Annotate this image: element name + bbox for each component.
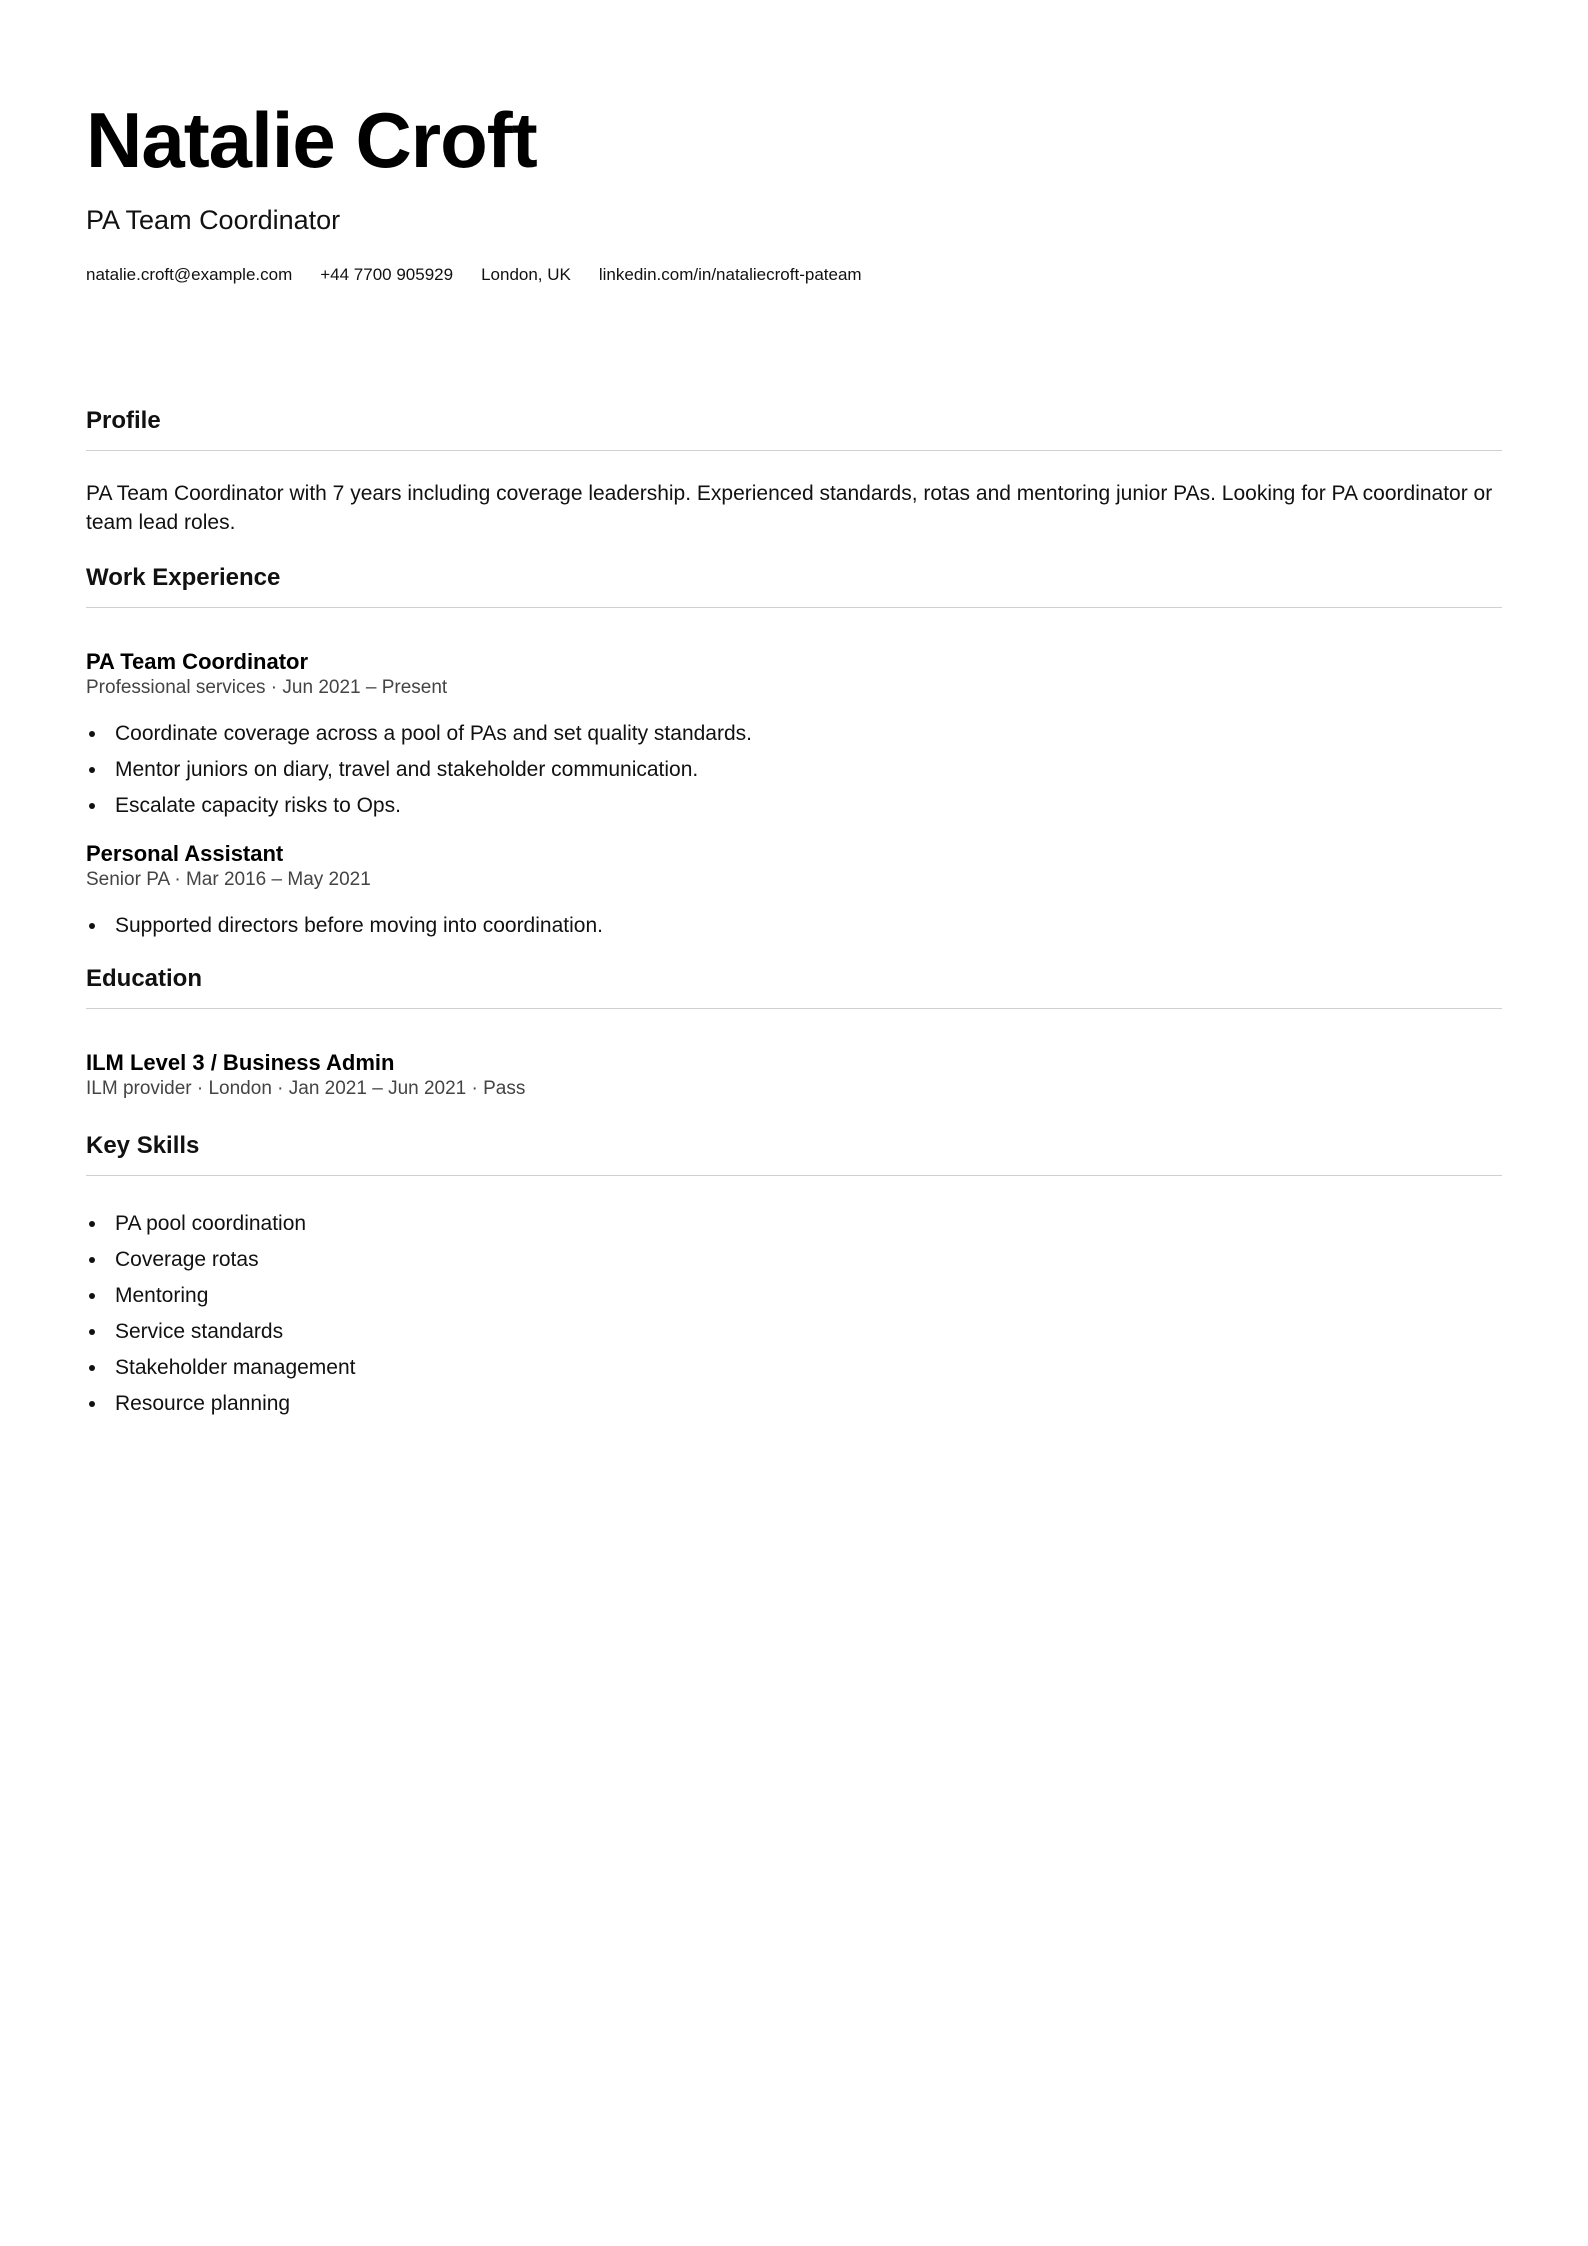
contact-line: [86, 264, 1502, 286]
profile-summary: PA Team Coordinator with 7 years including coverage leadership. Experienced standards, rotas and mentoring junior PAs. Looking for PA coordinator or team lead roles.: [86, 482, 1493, 534]
section-title-skills: Key Skills: [86, 1132, 200, 1159]
job-meta: Senior PA · Mar 2016 – May 2021: [86, 869, 371, 890]
education-meta: ILM provider · London · Jan 2021 – Jun 2021 · Pass: [86, 1078, 526, 1099]
contact-phone: +44 7700 905929: [320, 265, 454, 284]
job-bullet: Escalate capacity risks to Ops.: [115, 794, 1502, 818]
job-bullets: [86, 914, 1502, 938]
skill-item: PA pool coordination: [115, 1212, 1502, 1236]
candidate-role: PA Team Coordinator: [86, 205, 341, 235]
job-bullet: Mentor juniors on diary, travel and stakeholder communication.: [115, 758, 1502, 782]
contact-location: London, UK: [481, 265, 571, 284]
skill-item: Resource planning: [115, 1392, 1502, 1416]
skill-item: Coverage rotas: [115, 1248, 1502, 1272]
job-bullet: Supported directors before moving into coordination.: [115, 914, 1502, 938]
skill-item: Stakeholder management: [115, 1356, 1502, 1380]
section-title-profile: Profile: [86, 407, 161, 434]
profile-section: [86, 406, 1502, 537]
job-bullets: [86, 722, 1502, 818]
section-divider: [86, 1008, 1502, 1009]
section-divider: [86, 607, 1502, 608]
skill-item: Mentoring: [115, 1284, 1502, 1308]
section-title-education: Education: [86, 965, 203, 992]
section-divider: [86, 450, 1502, 451]
skills-section: [86, 1131, 1502, 1416]
education-title: ILM Level 3 / Business Admin: [86, 1050, 395, 1075]
job-title: PA Team Coordinator: [86, 649, 309, 674]
job-entry: [86, 840, 1502, 938]
contact-email: natalie.croft@example.com: [86, 265, 293, 284]
education-section: [86, 964, 1502, 1101]
job-bullet: Coordinate coverage across a pool of PAs and set quality standards.: [115, 722, 1502, 746]
job-title: Personal Assistant: [86, 841, 284, 866]
section-divider: [86, 1175, 1502, 1176]
skill-item: Service standards: [115, 1320, 1502, 1344]
skills-list: [86, 1212, 1502, 1416]
section-title-experience: Work Experience: [86, 564, 281, 591]
candidate-name: Natalie Croft: [86, 96, 537, 184]
experience-section: [86, 563, 1502, 938]
job-entry: [86, 648, 1502, 818]
job-meta: Professional services · Jun 2021 – Present: [86, 677, 448, 698]
resume-header: [86, 98, 1502, 286]
contact-linkedin: linkedin.com/in/nataliecroft-pateam: [598, 265, 862, 284]
education-entry: [86, 1049, 1502, 1101]
